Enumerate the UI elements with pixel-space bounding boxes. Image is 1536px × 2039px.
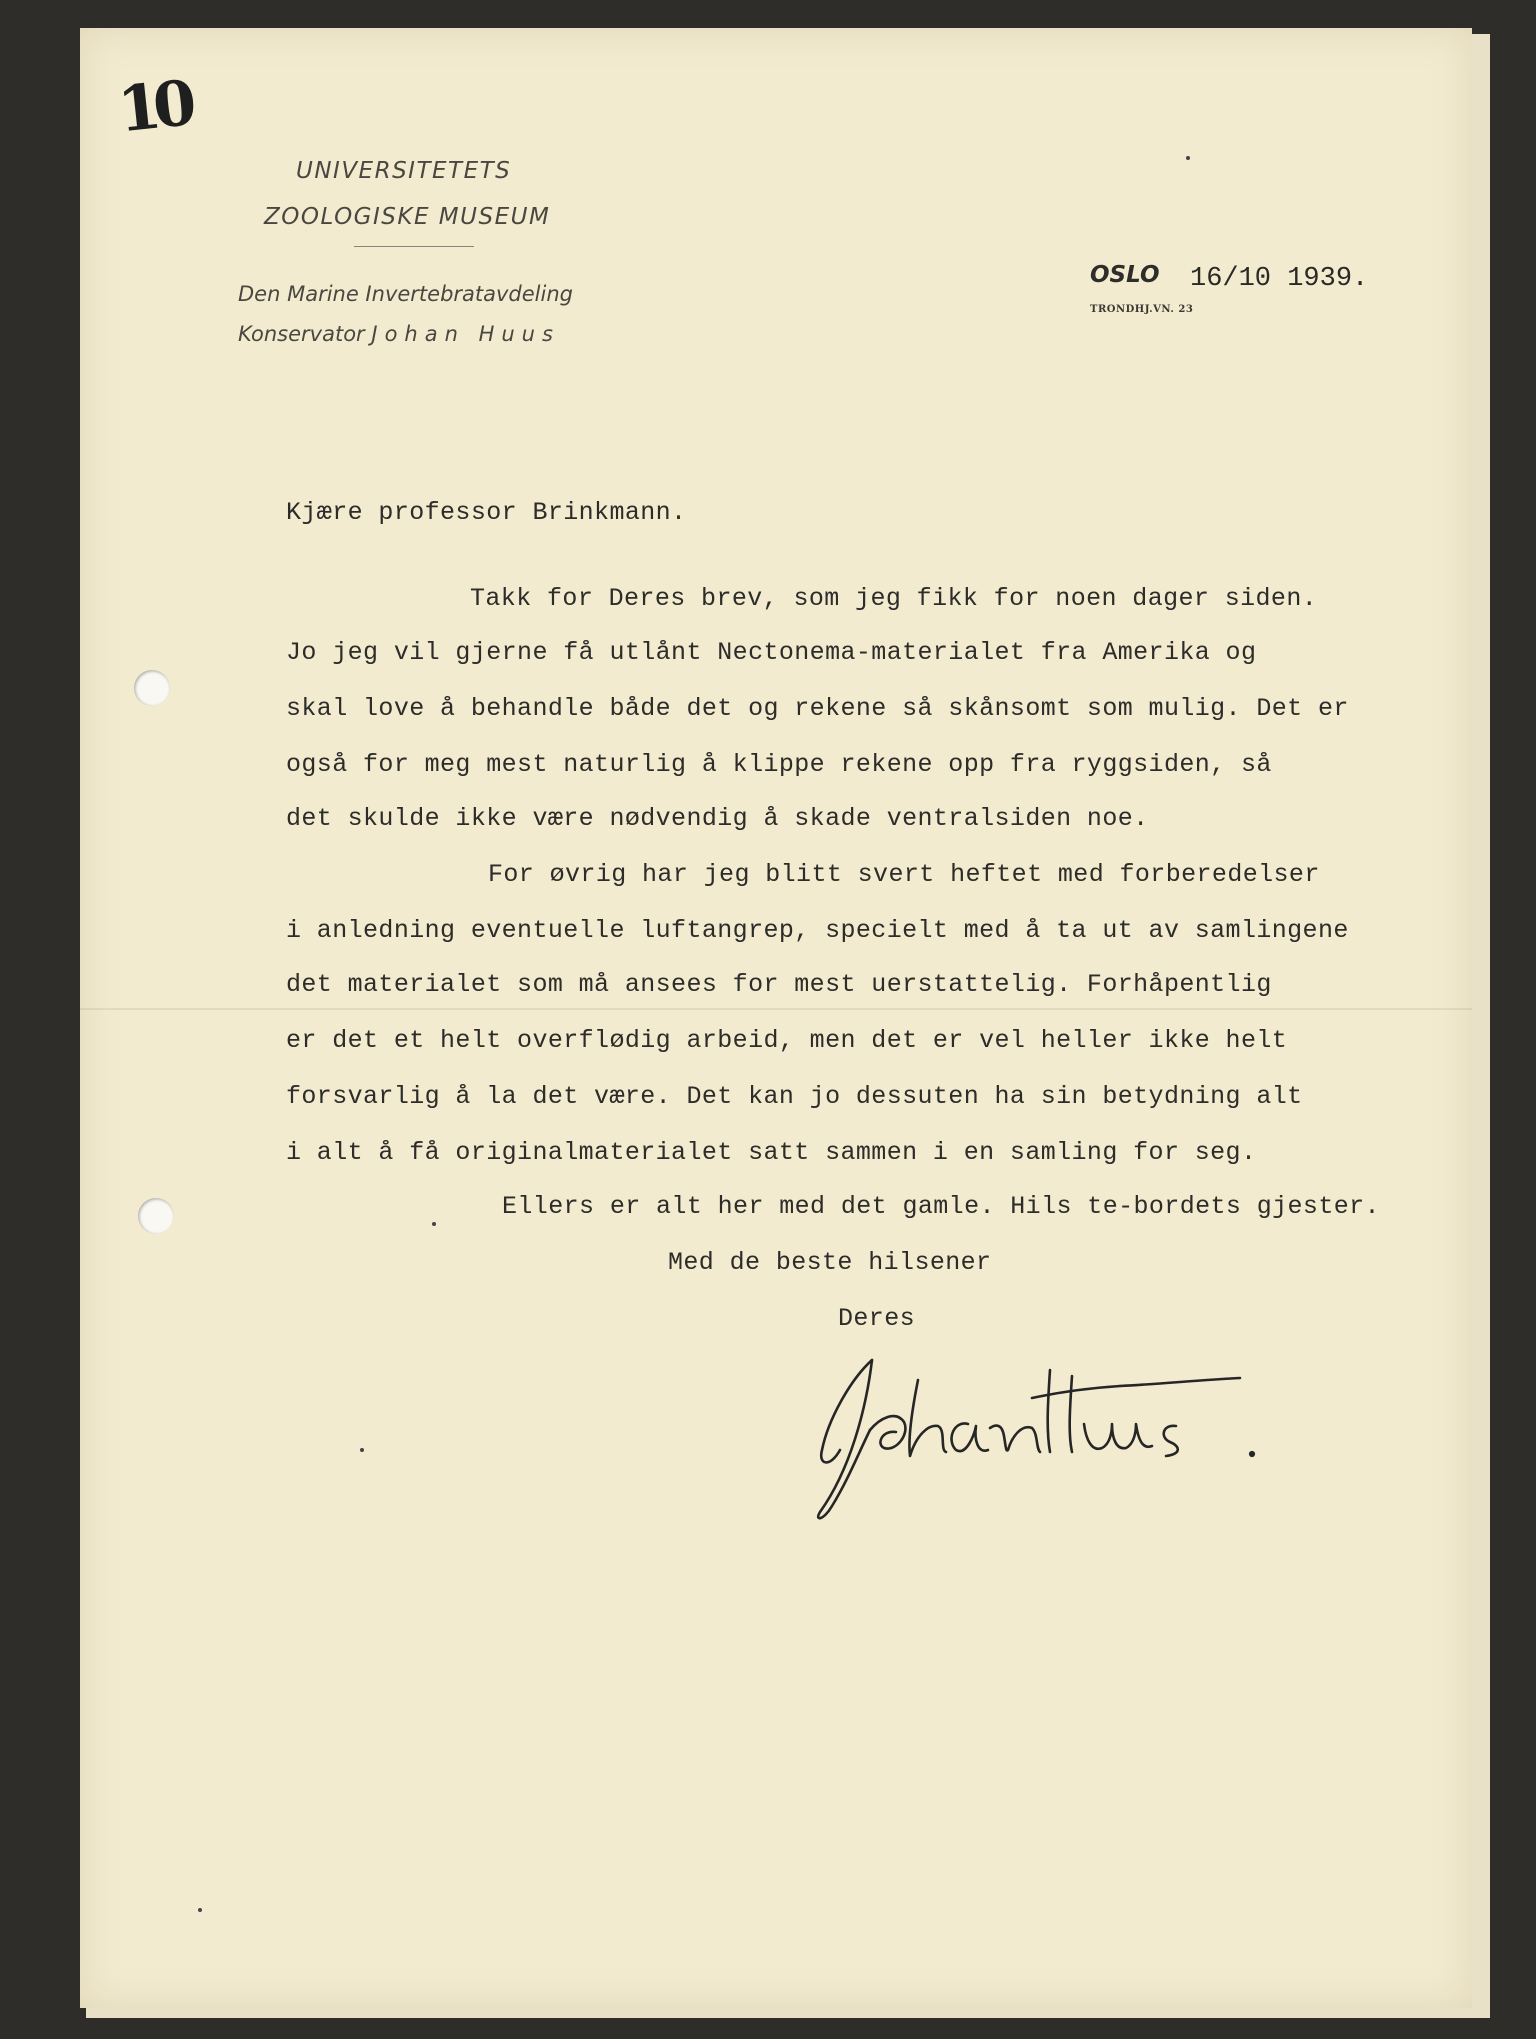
body-line-7: i anledning eventuelle luftangrep, specielt med å ta ut av samlingene [286, 916, 1349, 945]
body-line-2: Jo jeg vil gjerne få utlånt Nectonema-materialet fra Amerika og [286, 638, 1257, 667]
fold-line [80, 1008, 1472, 1010]
archive-number: 10 [114, 66, 192, 147]
body-line-11: i alt å få originalmaterialet satt sammen i en samling for seg. [286, 1138, 1257, 1167]
body-line-10: forsvarlig å la det være. Det kan jo dessuten ha sin betydning alt [286, 1082, 1303, 1111]
place-city: OSLO [1090, 262, 1160, 288]
letterhead-person [238, 322, 560, 346]
salutation: Kjære professor Brinkmann. [286, 498, 687, 527]
body-line-3: skal love å behandle både det og rekene så skånsomt som mulig. Det er [286, 694, 1349, 723]
letterhead-department: Den Marine Invertebratavdeling [238, 282, 573, 306]
body-line-1: Takk for Deres brev, som jeg fikk for noen dager siden. [470, 584, 1318, 613]
closing: Med de beste hilsener [668, 1248, 992, 1277]
valediction: Deres [838, 1304, 916, 1333]
place-street: TRONDHJ.VN. 23 [1090, 304, 1194, 315]
body-line-8: det materialet som må ansees for mest uerstattelig. Forhåpentlig [286, 970, 1272, 999]
letterhead-museum: ZOOLOGISKE MUSEUM [264, 204, 551, 230]
ink-speck [432, 1222, 436, 1226]
body-line-12: Ellers er alt her med det gamle. Hils te-bordets gjester. [502, 1192, 1380, 1221]
ink-speck [1186, 156, 1190, 160]
letterhead-person-title: Konservator [238, 322, 365, 346]
letter-date: 16/10 1939. [1190, 264, 1369, 294]
letterhead-university: UNIVERSITETETS [296, 158, 512, 184]
letterhead-person-name: Johan Huus [371, 322, 560, 346]
letterhead-divider [354, 246, 474, 247]
ink-speck [360, 1448, 364, 1452]
body-line-4: også for meg mest naturlig å klippe rekene opp fra ryggsiden, så [286, 750, 1272, 779]
body-line-5: det skulde ikke være nødvendig å skade ventralsiden noe. [286, 804, 1149, 833]
punch-hole-top [134, 670, 170, 706]
punch-hole-bottom [138, 1198, 174, 1234]
signature [800, 1340, 1270, 1530]
body-line-6: For øvrig har jeg blitt svert heftet med forberedelser [488, 860, 1320, 889]
ink-speck [198, 1908, 202, 1912]
body-line-9: er det et helt overflødig arbeid, men det er vel heller ikke helt [286, 1026, 1288, 1055]
